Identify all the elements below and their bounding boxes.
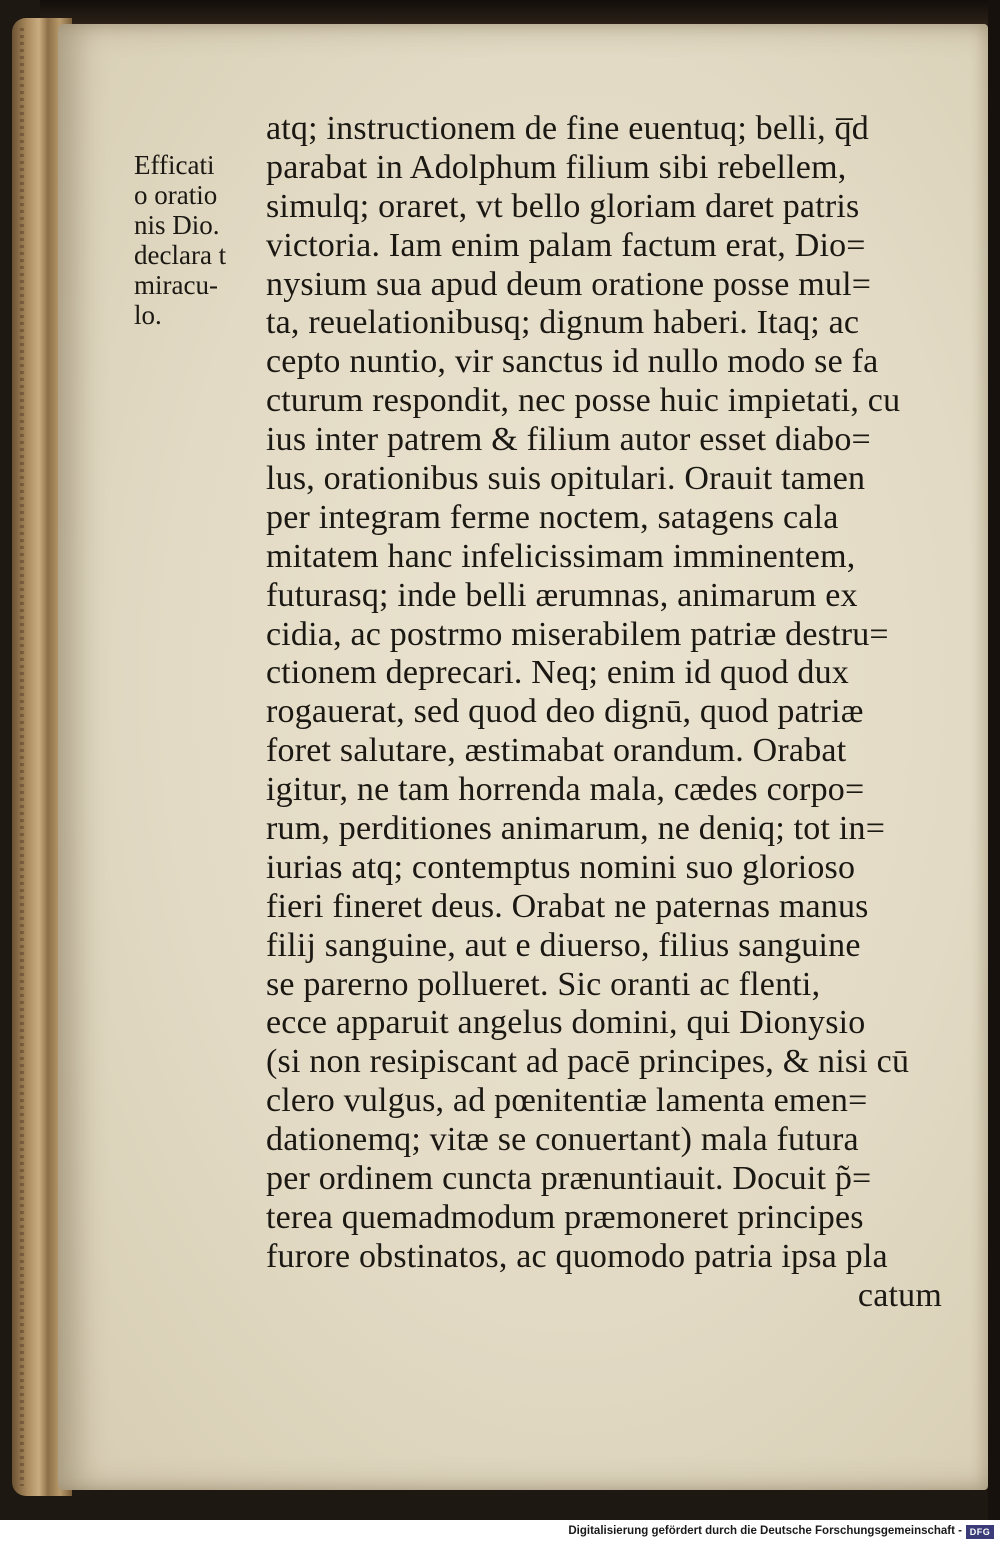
- text-line: furore obstinatos, ac quomodo patria ipsa pla: [266, 1237, 888, 1275]
- text-line: se parerno pollueret. Sic oranti ac flenti,: [266, 965, 821, 1003]
- text-line: clero vulgus, ad pœnitentiæ lamenta emen=: [266, 1082, 868, 1120]
- marginal-note-line: declara t: [134, 240, 227, 270]
- text-line: atq; instructionem de fine euentuq; belli, q̅d: [266, 110, 869, 147]
- text-line: iurias atq; contemptus nomini suo glorioso: [266, 848, 856, 886]
- marginal-note-line: lo.: [134, 300, 162, 330]
- text-line: mitatem hanc infelicissimam imminentem,: [266, 537, 856, 575]
- text-line: terea quemadmodum præmoneret principes: [266, 1198, 864, 1236]
- scan-top-edge: [40, 0, 1000, 24]
- catchword: catum: [857, 1276, 942, 1314]
- text-line: rogauerat, sed quod deo dignū, quod patriæ: [266, 693, 864, 731]
- text-line: cidia, ac postrmo miserabilem patriæ destru=: [266, 615, 889, 653]
- text-line: per ordinem cuncta prænuntiauit. Docuit p̃=: [266, 1160, 872, 1198]
- marginal-note-line: miracu-: [134, 270, 218, 300]
- text-line: simulq; oraret, vt bello gloriam daret patris: [266, 187, 860, 225]
- text-line: foret salutare, æstimabat orandum. Orabat: [266, 732, 847, 770]
- text-line: nysium sua apud deum oratione posse mul=: [266, 265, 872, 303]
- marginal-note: [134, 150, 264, 330]
- dfg-logo-icon: DFG: [966, 1525, 994, 1539]
- text-line: cepto nuntio, vir sanctus id nullo modo se fa: [266, 343, 879, 381]
- text-line: futurasq; inde belli ærumnas, animarum ex: [266, 576, 858, 614]
- marginal-note-line: o oratio: [134, 180, 218, 210]
- attribution-footer: [0, 1520, 1000, 1544]
- text-line: rum, perditiones animarum, ne deniq; tot in=: [266, 810, 886, 848]
- text-line: parabat in Adolphum filium sibi rebellem,: [266, 148, 847, 186]
- text-line: fieri fineret deus. Orabat ne paternas manus: [266, 887, 869, 925]
- text-line: lus, orationibus suis opitulari. Orauit tamen: [266, 460, 866, 498]
- marginal-note-line: nis Dio.: [134, 210, 220, 240]
- text-line: dationemq; vitæ se conuertant) mala futura: [266, 1121, 859, 1159]
- text-line: filij sanguine, aut e diuerso, filius sanguine: [266, 926, 861, 964]
- main-text-block: [266, 110, 956, 1316]
- text-line: ecce apparuit angelus domini, qui Dionysio: [266, 1004, 866, 1042]
- marginal-note-line: Efficati: [134, 150, 215, 180]
- text-line: per integram ferme noctem, satagens cala: [266, 498, 839, 536]
- text-line: ius inter patrem & filium autor esset diabo=: [266, 421, 871, 459]
- text-line: igitur, ne tam horrenda mala, cædes corpo=: [266, 771, 865, 809]
- text-line: ctionem deprecari. Neq; enim id quod dux: [266, 654, 849, 692]
- text-line: (si non resipiscant ad pacē principes, & nisi cū: [266, 1043, 910, 1081]
- funding-credit: Digitalisierung gefördert durch die Deutsche Forschungsgemeinschaft -: [568, 1525, 962, 1537]
- scan-right-edge: [988, 0, 1000, 1520]
- text-line: ta, reuelationibusq; dignum haberi. Itaq; ac: [266, 304, 860, 342]
- text-line: cturum respondit, nec posse huic impietati, cu: [266, 382, 901, 420]
- text-line: victoria. Iam enim palam factum erat, Dio=: [266, 226, 866, 264]
